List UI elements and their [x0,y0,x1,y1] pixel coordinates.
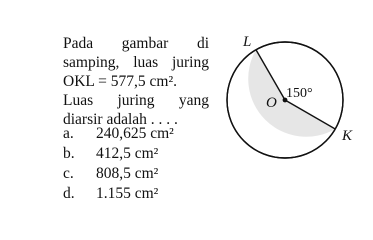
word: Luas [63,92,94,109]
option-letter: b. [63,145,75,162]
option-text: 412,5 cm² [96,145,159,162]
label-L: L [243,34,252,50]
option-text: 808,5 cm² [96,165,159,182]
option-text: 1.155 cm² [96,185,159,202]
word: gambar [121,35,169,52]
label-K: K [342,128,353,144]
label-O: O [266,95,277,111]
word: luas [133,54,159,71]
word: juring [117,92,155,109]
option-letter: d. [63,185,75,202]
word: di [196,35,209,52]
angle-label: 150° [286,86,313,101]
option-letter: a. [63,125,74,142]
word: yang [178,92,209,109]
option-text: 240,625 cm² [96,125,174,142]
word: samping, [63,54,120,71]
option-letter: c. [63,165,74,182]
question-line-3: OKL = 577,5 cm². [63,73,177,90]
question-line-5: diarsir adalah . . . . [63,111,178,128]
word: juring [171,54,209,71]
word: Pada [63,35,94,52]
